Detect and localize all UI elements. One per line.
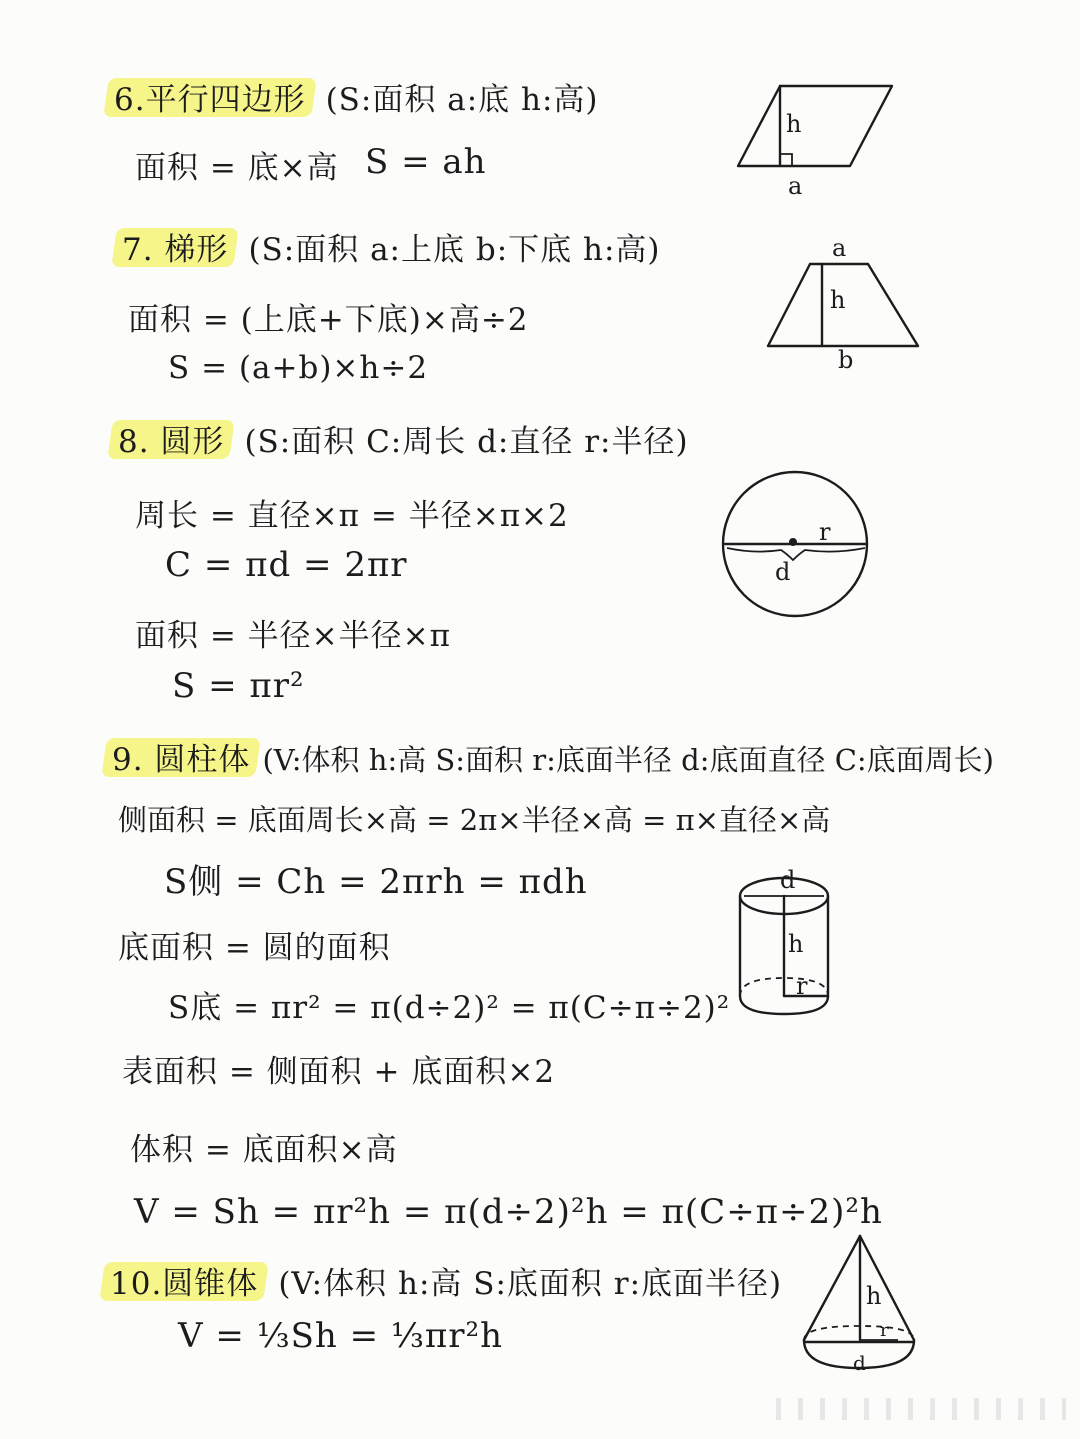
cone-r-label: r — [880, 1320, 889, 1341]
s8-area-symbols: S = πr² — [172, 666, 305, 706]
parallelogram-figure — [730, 80, 910, 200]
trapezoid-figure — [760, 236, 930, 376]
cone-figure — [798, 1228, 928, 1378]
trapezoid-b-label: b — [838, 346, 854, 374]
s6-formula-symbols: S = ah — [365, 142, 487, 182]
section-9-legend: (V:体积 h:高 S:面积 r:底面半径 d:底面直径 C:底面周长) — [262, 743, 994, 777]
parallelogram-a-label: a — [788, 172, 803, 200]
section-9-heading — [110, 734, 994, 779]
s8-area-words: 面积 = 半径×半径×π — [135, 618, 452, 654]
section-8-legend: (S:面积 C:周长 d:直径 r:半径) — [244, 424, 689, 460]
section-9-title: 9. 圆柱体 — [110, 734, 256, 779]
section-10-title: 10.圆锥体 — [108, 1258, 264, 1303]
cone-h-label: h — [866, 1282, 882, 1310]
circle-figure — [715, 462, 945, 632]
s9-volume-words: 体积 = 底面积×高 — [130, 1132, 398, 1168]
trapezoid-a-label: a — [832, 234, 847, 262]
section-6-title: 6.平行四边形 — [112, 74, 312, 119]
cylinder-r-label: r — [796, 972, 808, 1000]
s9-lateral-words: 侧面积 = 底面周长×高 = 2π×半径×高 = π×直径×高 — [118, 803, 831, 837]
parallelogram-h-label: h — [786, 110, 802, 138]
trapezoid-h-label: h — [830, 286, 846, 314]
s9-volume-symbols: V = Sh = πr²h = π(d÷2)²h = π(C÷π÷2)²h — [134, 1192, 883, 1232]
section-7-title: 7. 梯形 — [120, 224, 234, 269]
s8-circumference-symbols: C = πd = 2πr — [165, 545, 408, 585]
s10-volume-formula: V = ⅓Sh = ⅓πr²h — [178, 1316, 503, 1356]
s6-formula-words: 面积 = 底×高 — [135, 150, 339, 186]
cone-d-label: d — [853, 1351, 866, 1375]
s9-lateral-symbols: S侧 = Ch = 2πrh = πdh — [164, 862, 588, 902]
section-6-legend: (S:面积 a:底 h:高) — [325, 82, 599, 118]
circle-r-label: r — [819, 518, 831, 546]
s9-base-words: 底面积 = 圆的面积 — [118, 930, 391, 966]
cylinder-h-label: h — [788, 930, 804, 958]
s9-base-symbols: S底 = πr² = π(d÷2)² = π(C÷π÷2)² — [168, 990, 731, 1026]
section-8-title: 8. 圆形 — [116, 416, 230, 461]
section-8-heading — [116, 416, 689, 461]
s8-circumference-words: 周长 = 直径×π = 半径×π×2 — [135, 498, 569, 534]
section-10-legend: (V:体积 h:高 S:底面积 r:底面半径) — [278, 1266, 783, 1302]
section-10-heading — [108, 1258, 782, 1303]
section-7-legend: (S:面积 a:上底 b:下底 h:高) — [248, 232, 661, 268]
s9-surface-words: 表面积 = 侧面积 + 底面积×2 — [122, 1054, 556, 1090]
circle-d-label: d — [775, 558, 791, 586]
cylinder-figure — [730, 868, 840, 1028]
s7-formula-symbols: S = (a+b)×h÷2 — [168, 350, 429, 386]
section-7-heading — [120, 224, 661, 269]
s7-formula-words: 面积 = (上底+下底)×高÷2 — [128, 302, 529, 338]
cylinder-d-label: d — [780, 866, 796, 894]
section-6-heading — [112, 74, 599, 119]
watermark-strip — [776, 1398, 1066, 1420]
